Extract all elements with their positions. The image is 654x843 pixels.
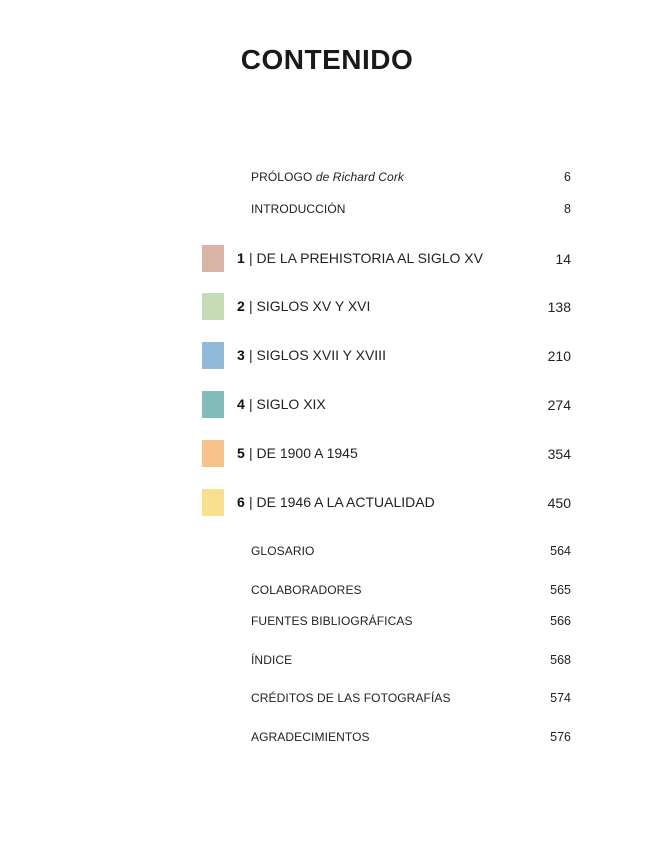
- toc-chapter-6[interactable]: [0, 489, 654, 516]
- chapter-page: 450: [547, 495, 571, 511]
- chapter-title: | DE LA PREHISTORIA AL SIGLO XV: [249, 250, 483, 266]
- toc-entry-label: AGRADECIMIENTOS: [251, 730, 370, 744]
- chapter-title: | DE 1900 A 1945: [249, 445, 358, 461]
- chapter-number: 6: [237, 494, 245, 510]
- toc-chapter-5[interactable]: [0, 440, 654, 467]
- toc-entry-creditos[interactable]: [0, 691, 654, 709]
- chapter-page: 274: [547, 397, 571, 413]
- toc-entry-label: FUENTES BIBLIOGRÁFICAS: [251, 614, 413, 628]
- toc-entry-colaboradores[interactable]: [0, 583, 654, 601]
- chapter-color-swatch: [202, 342, 224, 369]
- toc-chapter-4[interactable]: [0, 391, 654, 418]
- chapter-color-swatch: [202, 245, 224, 272]
- toc-entry-glosario[interactable]: [0, 544, 654, 562]
- toc-entry-page: 564: [550, 544, 571, 558]
- toc-entry-page: 6: [564, 170, 571, 184]
- chapter-title: | SIGLOS XV Y XVI: [249, 298, 371, 314]
- chapter-number: 3: [237, 347, 245, 363]
- toc-entry-label: COLABORADORES: [251, 583, 362, 597]
- toc-entry-fuentes[interactable]: [0, 614, 654, 632]
- chapter-page: 354: [547, 446, 571, 462]
- toc-entry-introduccion[interactable]: [0, 202, 654, 220]
- chapter-color-swatch: [202, 489, 224, 516]
- chapter-title: | DE 1946 A LA ACTUALIDAD: [249, 494, 435, 510]
- toc-entry-prologo[interactable]: [0, 170, 654, 188]
- toc-entry-label: INTRODUCCIÓN: [251, 202, 346, 216]
- chapter-page: 138: [547, 299, 571, 315]
- chapter-title: | SIGLO XIX: [249, 396, 326, 412]
- chapter-title: | SIGLOS XVII Y XVIII: [249, 347, 386, 363]
- toc-entry-agradecimientos[interactable]: [0, 730, 654, 748]
- toc-entry-label: GLOSARIO: [251, 544, 315, 558]
- chapter-color-swatch: [202, 293, 224, 320]
- chapter-number: 1: [237, 250, 245, 266]
- toc-entry-page: 574: [550, 691, 571, 705]
- chapter-number: 2: [237, 298, 245, 314]
- chapter-number: 5: [237, 445, 245, 461]
- toc-entry-indice[interactable]: [0, 653, 654, 671]
- toc-entry-page: 8: [564, 202, 571, 216]
- toc-chapter-2[interactable]: [0, 293, 654, 320]
- toc-entry-page: 566: [550, 614, 571, 628]
- chapter-number: 4: [237, 396, 245, 412]
- toc-chapter-1[interactable]: [0, 245, 654, 272]
- toc-entry-label: CRÉDITOS DE LAS FOTOGRAFÍAS: [251, 691, 451, 705]
- chapter-color-swatch: [202, 391, 224, 418]
- chapter-page: 14: [555, 251, 571, 267]
- toc-entry-label: ÍNDICE: [251, 653, 293, 667]
- toc-chapter-3[interactable]: [0, 342, 654, 369]
- toc-entry-label: [251, 170, 404, 184]
- prologo-author: de Richard Cork: [315, 170, 405, 184]
- chapter-page: 210: [547, 348, 571, 364]
- page-title: CONTENIDO: [240, 44, 414, 75]
- toc-entry-page: 565: [550, 583, 571, 597]
- toc-entry-page: 568: [550, 653, 571, 667]
- chapter-color-swatch: [202, 440, 224, 467]
- prologo-label: PRÓLOGO: [251, 170, 313, 184]
- toc-entry-page: 576: [550, 730, 571, 744]
